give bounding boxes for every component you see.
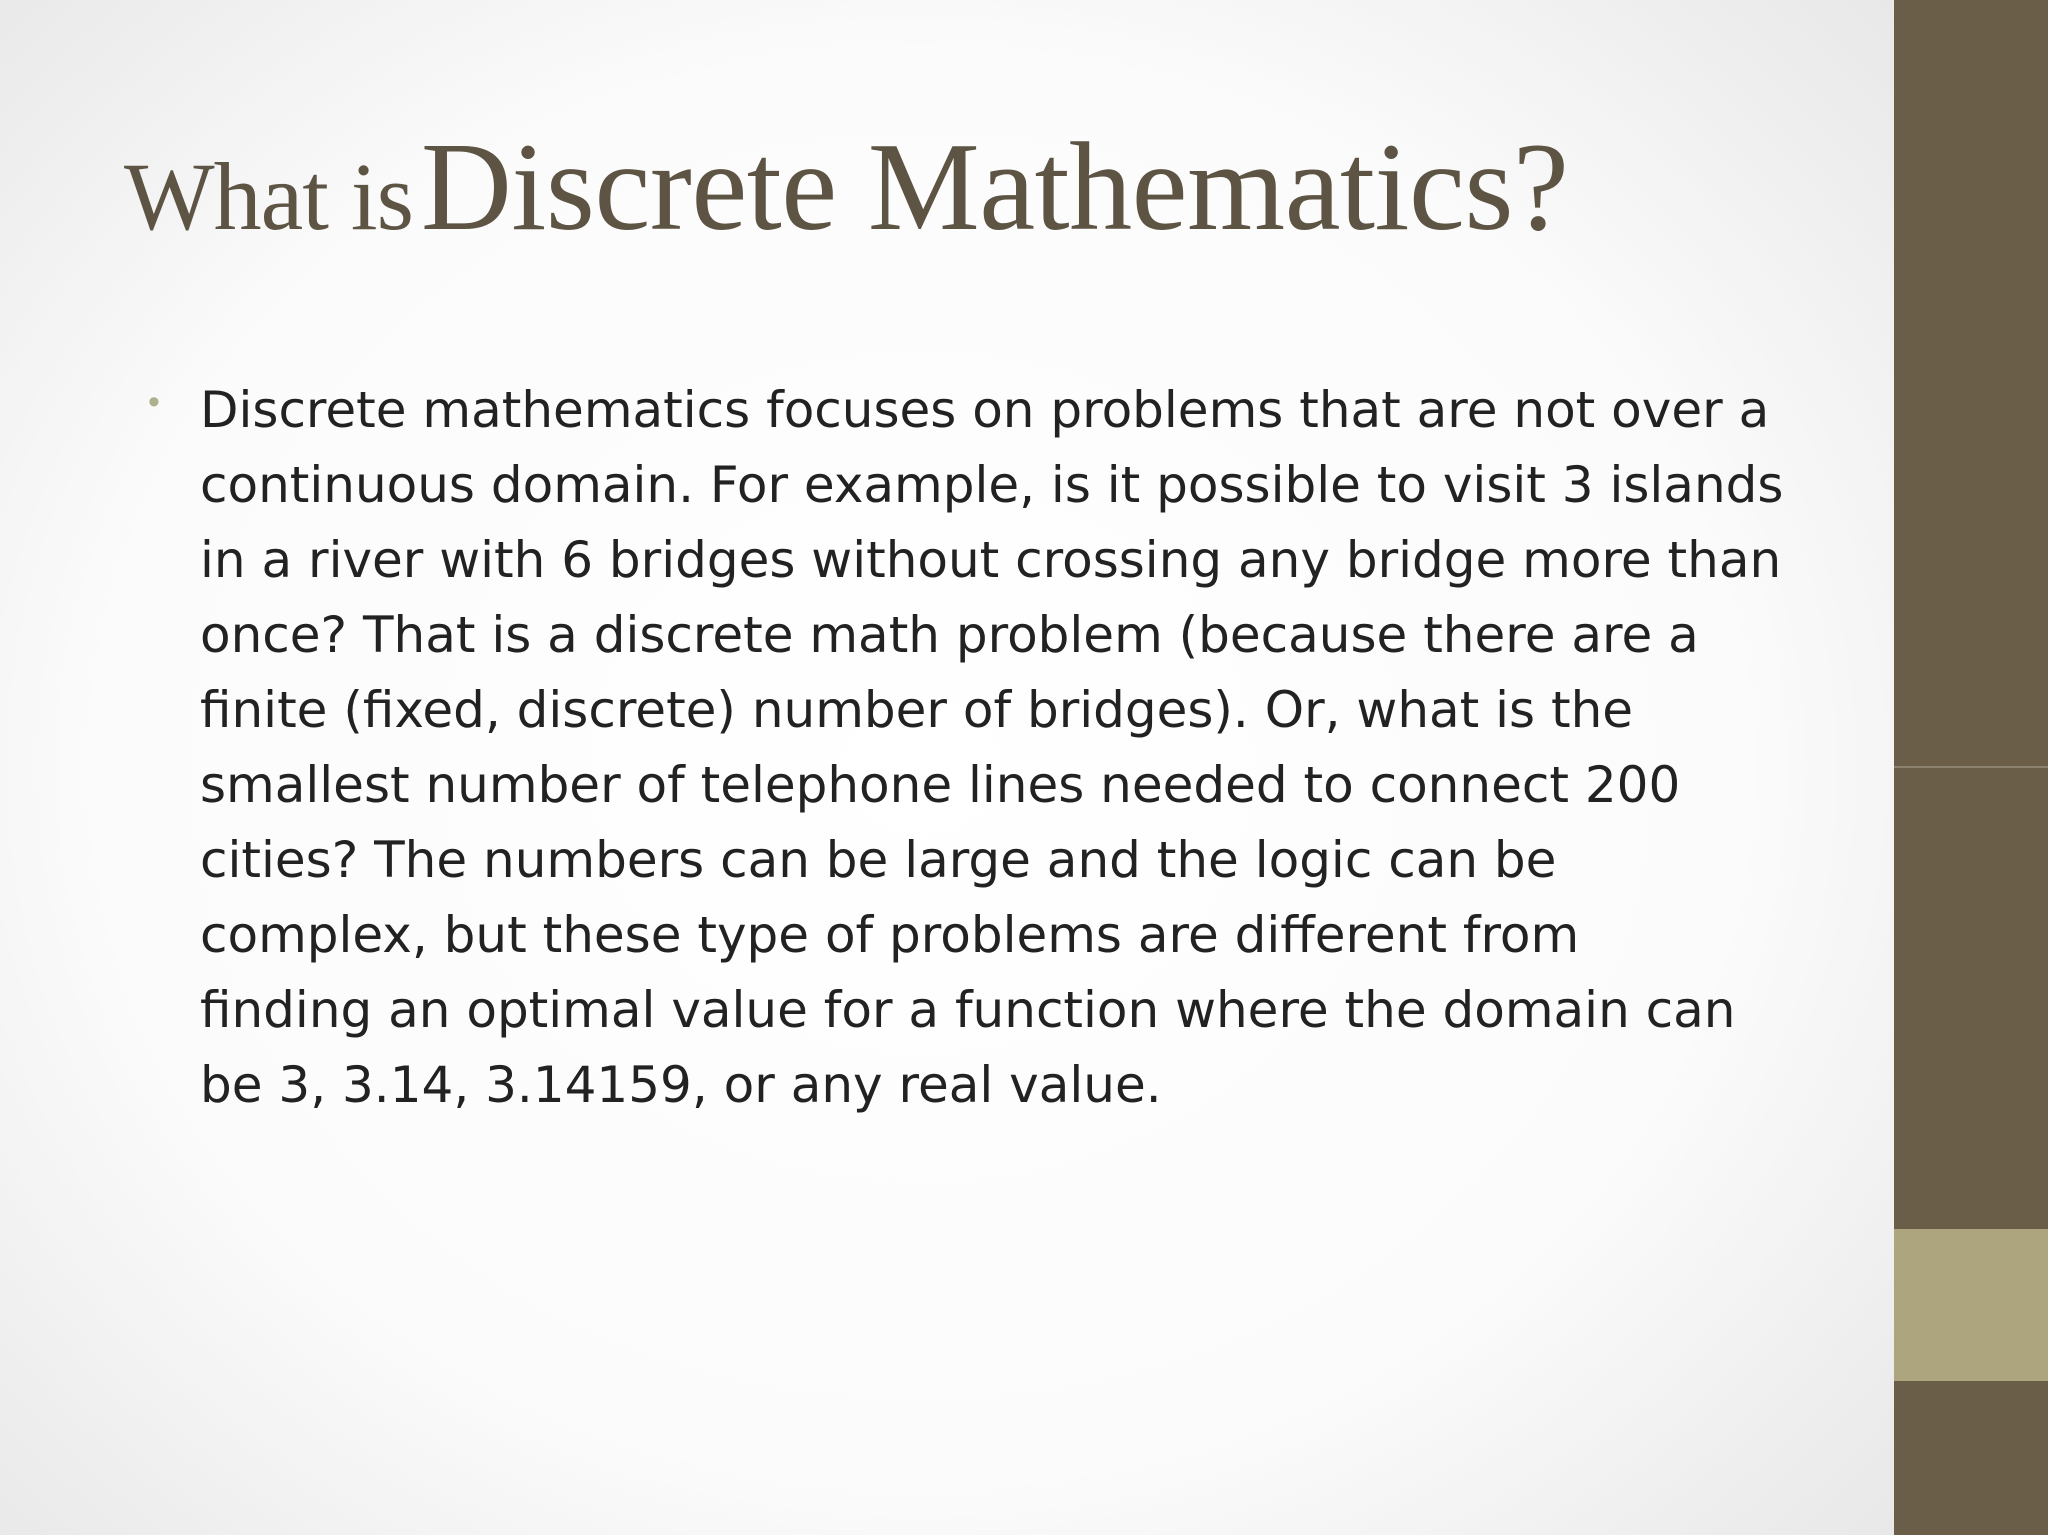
bullet-line-3: in a river with 6 bridges without crossing any bridge more than (200, 531, 1782, 589)
bullet-item (148, 373, 1798, 1123)
bullet-line-4: once? That is a discrete math problem (because there are a (200, 606, 1699, 664)
body-list (148, 373, 1798, 1123)
bullet-line-1: Discrete mathematics focuses on problems that are not over a (200, 381, 1770, 439)
side-bar-divider (1894, 766, 2048, 768)
title-prefix: What is (124, 143, 413, 250)
bullet-line-2: continuous domain. For example, is it possible to visit 3 islands (200, 456, 1784, 514)
bullet-line-10: be 3, 3.14, 3.14159, or any real value. (200, 1056, 1162, 1114)
bullet-line-8: complex, but these type of problems are different from (200, 906, 1580, 964)
bullet-line-5: finite (fixed, discrete) number of bridges). Or, what is the (200, 681, 1634, 739)
title-main: Discrete Mathematics? (420, 118, 1569, 257)
bullet-line-7: cities? The numbers can be large and the logic can be (200, 831, 1557, 889)
slide-title (124, 118, 1569, 257)
bullet-line-6: smallest number of telephone lines needed to connect 200 (200, 756, 1681, 814)
bullet-icon: • (148, 383, 160, 421)
bullet-line-9: finding an optimal value for a function where the domain can (200, 981, 1736, 1039)
side-bar-accent (1894, 1229, 2048, 1381)
